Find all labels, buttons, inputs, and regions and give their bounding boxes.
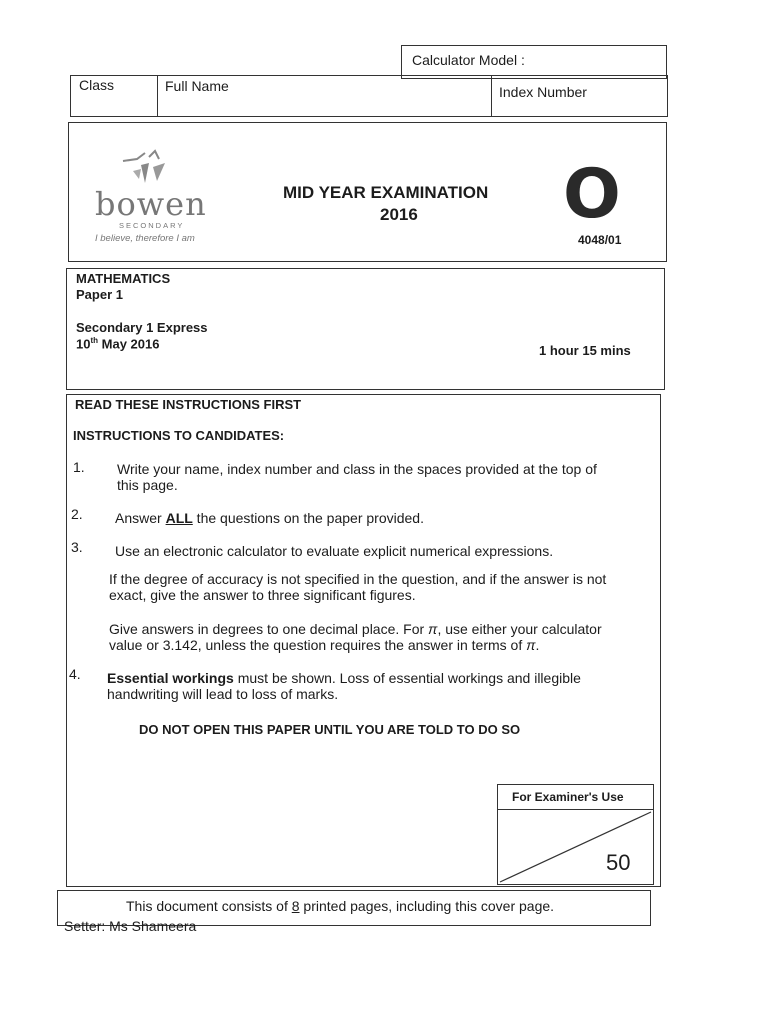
examiner-use-label: For Examiner's Use <box>512 790 624 804</box>
item-4-number: 4. <box>69 666 81 682</box>
calculator-model-label: Calculator Model : <box>412 52 525 68</box>
exam-date: 10th May 2016 <box>76 336 160 352</box>
item-4-line-1: Essential workings must be shown. Loss of essential workings and illegible <box>107 670 581 686</box>
level-letter-badge: O <box>563 155 621 234</box>
instructions-subheading: INSTRUCTIONS TO CANDIDATES: <box>73 428 285 443</box>
paper-info-box <box>66 268 665 390</box>
item-1-number: 1. <box>73 459 85 475</box>
index-divider <box>491 76 492 116</box>
duration: 1 hour 15 mins <box>539 343 631 358</box>
item-2-number: 2. <box>71 506 83 522</box>
accuracy-note-line-2: exact, give the answer to three significant figures. <box>109 587 416 603</box>
level-label: Secondary 1 Express <box>76 320 208 335</box>
page-count-text: This document consists of 8 printed pages, including this cover page. <box>126 898 555 914</box>
calculator-model-box <box>401 45 667 79</box>
item-1-line-2: this page. <box>117 477 178 493</box>
school-name: bowen <box>95 185 207 223</box>
do-not-open-warning: DO NOT OPEN THIS PAPER UNTIL YOU ARE TOLD TO DO SO <box>139 722 521 737</box>
index-number-label: Index Number <box>499 84 587 100</box>
full-name-label: Full Name <box>165 78 229 94</box>
item-3-text: Use an electronic calculator to evaluate explicit numerical expressions. <box>115 543 554 559</box>
subject-label: MATHEMATICS <box>76 271 171 286</box>
exam-title: MID YEAR EXAMINATION <box>283 183 489 202</box>
degrees-note-line-2: value or 3.142, unless the question requires the answer in terms of π. <box>109 637 540 653</box>
degrees-note-line-1: Give answers in degrees to one decimal place. For π, use either your calculator <box>109 621 602 637</box>
class-label: Class <box>79 77 115 93</box>
school-type: SECONDARY <box>119 221 185 230</box>
class-divider <box>157 76 158 116</box>
instructions-heading: READ THESE INSTRUCTIONS FIRST <box>75 397 302 412</box>
accuracy-note-line-1: If the degree of accuracy is not specified in the question, and if the answer is not <box>109 571 607 587</box>
total-marks: 50 <box>606 850 631 875</box>
exam-title-box <box>68 122 667 262</box>
item-1-line-1: Write your name, index number and class in the spaces provided at the top of <box>117 461 597 477</box>
item-4-line-2: handwriting will lead to loss of marks. <box>107 686 339 702</box>
setter-name: Setter: Ms Shameera <box>64 918 197 934</box>
school-motto: I believe, therefore I am <box>95 233 195 244</box>
exam-year: 2016 <box>380 205 418 224</box>
item-2-text: Answer ALL the questions on the paper provided. <box>115 510 424 526</box>
examiner-use-box <box>497 784 654 885</box>
paper-code: 4048/01 <box>578 233 622 247</box>
candidate-info-row <box>70 75 668 117</box>
item-3-number: 3. <box>71 539 83 555</box>
paper-number: Paper 1 <box>76 287 123 302</box>
